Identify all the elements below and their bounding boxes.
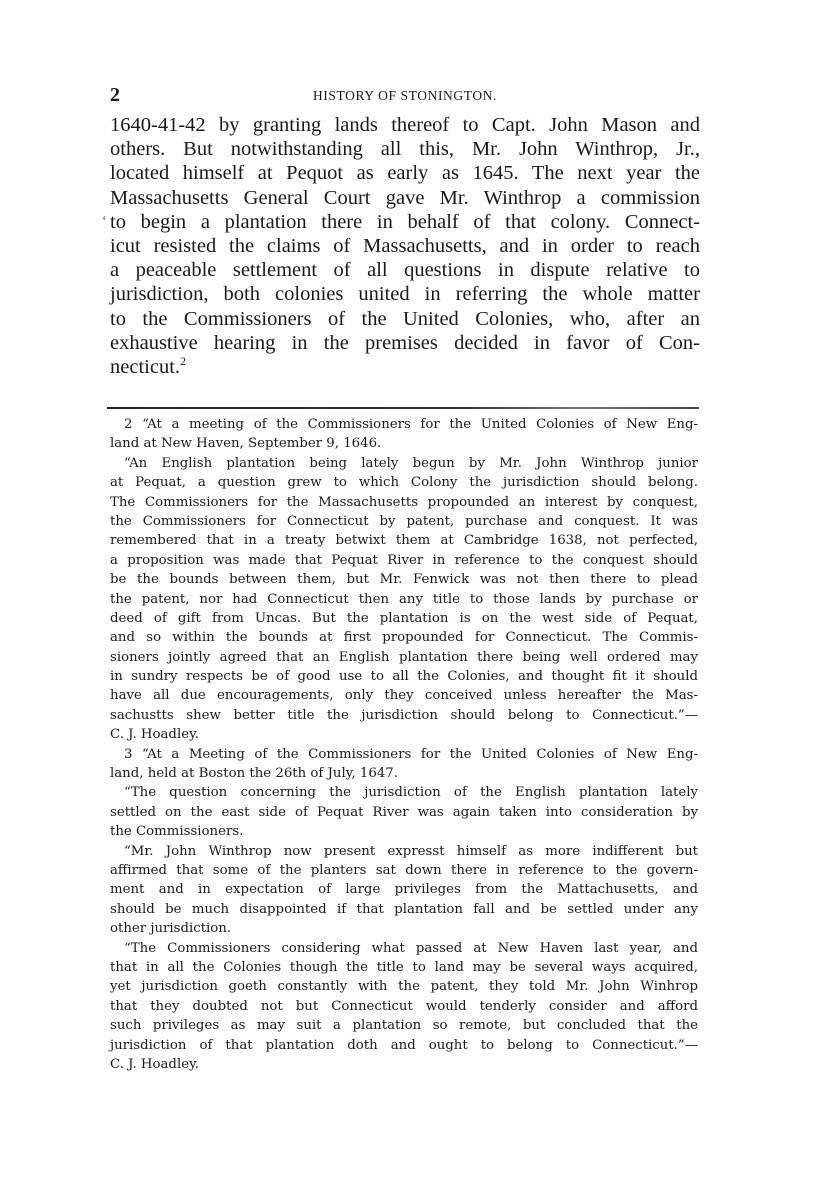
- footnote-line: that they doubted not but Connecticut would tenderly consider and afford: [110, 998, 698, 1014]
- footnote-line: deed of gift from Uncas. But the plantation is on the west side of Pequat,: [110, 610, 698, 626]
- footnote-line: the patent, nor had Connecticut then any title to those lands by purchase or: [110, 591, 698, 607]
- body-line: 1640-41-42 by granting lands thereof to Capt. John Mason and: [110, 114, 700, 136]
- footnote-line: a proposition was made that Pequat River in reference to the conquest should: [110, 552, 698, 568]
- body-line: exhaustive hearing in the premises decided in favor of Con-: [110, 331, 700, 354]
- footnote-line: remembered that in a treaty betwixt them at Cambridge 1638, not perfected,: [110, 533, 698, 549]
- footnote-line: “The question concerning the jurisdiction of the English plantation lately: [124, 785, 698, 801]
- page-header: [110, 84, 700, 106]
- main-paragraph: [102, 113, 700, 379]
- body-line: to begin a plantation there in behalf of that colony. Connect-: [110, 210, 700, 233]
- footnote-line: the Commissioners for Connecticut by patent, purchase and conquest. It was: [110, 513, 698, 529]
- body-line: Massachusetts General Court gave Mr. Winthrop a commission: [110, 186, 700, 209]
- footnote-line: “The Commissioners considering what passed at New Haven last year, and: [124, 940, 698, 956]
- footnote-line: C. J. Hoadley.: [110, 727, 200, 743]
- footnote-line: in sundry respects be of good use to all the Colonies, and thought fit it should: [110, 669, 698, 685]
- body-line: necticut.: [110, 355, 181, 378]
- footnote-line: at Pequat, a question grew to which Colony the jurisdiction should belong.: [110, 475, 698, 491]
- footnote-line: ment and in expectation of large privileges from the Mattachusetts, and: [110, 882, 698, 898]
- footnote-line: sachustts shew better title the jurisdiction should belong to Connecticut.”—: [110, 707, 698, 723]
- footnote-separator-rule: [107, 407, 699, 409]
- body-line: a peaceable settlement of all questions in dispute relative to: [110, 259, 700, 282]
- body-line-wrapper: [102, 210, 700, 234]
- footnote-reference: 2: [180, 354, 187, 369]
- page-number: 2: [110, 84, 120, 106]
- footnote-line: 2 “At a meeting of the Commissioners for the United Colonies of New Eng-: [124, 417, 698, 432]
- footnote-line: and so within the bounds at first propounded for Connecticut. The Commis-: [110, 630, 698, 646]
- footnote-line: be the bounds between them, but Mr. Fenwick was not then there to plead: [110, 572, 698, 588]
- footnote-line: that in all the Colonies though the title to land may be several ways acquired,: [110, 959, 698, 975]
- footnote-line: have all due encouragements, only they conceived unless hereafter the Mas-: [110, 688, 698, 704]
- footnote-line: should be much disappointed if that plantation fall and be settled under any: [110, 901, 698, 917]
- body-line-last: [110, 355, 700, 379]
- running-title: HISTORY OF STONINGTON.: [312, 88, 498, 103]
- footnote-line: The Commissioners for the Massachusetts propounded an interest by conquest,: [110, 494, 698, 510]
- footnote-line: land, held at Boston the 26th of July, 1647.: [110, 766, 398, 782]
- footnote-line: such privileges as may suit a plantation so remote, but concluded that the: [110, 1018, 698, 1034]
- footnote-line: “Mr. John Winthrop now present expresst himself as more indifferent but: [124, 843, 698, 859]
- footnote-line: sioners jointly agreed that an English plantation there being well ordered may: [110, 649, 698, 665]
- footnote-line: affirmed that some of the planters sat down there in reference to the govern-: [110, 862, 698, 878]
- body-line: jurisdiction, both colonies united in referring the whole matter: [110, 283, 700, 306]
- footnote-line: “An English plantation being lately begun by Mr. John Winthrop junior: [124, 455, 698, 471]
- footnote-line: the Commissioners.: [110, 824, 244, 840]
- footnote-line: yet jurisdiction goeth constantly with the patent, they told Mr. John Winhrop: [110, 979, 698, 995]
- footnote-line: settled on the east side of Pequat River was again taken into consideration by: [110, 804, 698, 820]
- footnote-line: C. J. Hoadley.: [110, 1056, 200, 1072]
- footnote-line: land at New Haven, September 9, 1646.: [110, 436, 382, 452]
- body-line: others. But notwithstanding all this, Mr. John Winthrop, Jr.,: [110, 138, 700, 161]
- footnotes: [110, 415, 698, 1074]
- body-line: to the Commissioners of the United Colonies, who, after an: [110, 307, 700, 330]
- footnote-line: other jurisdiction.: [110, 921, 232, 937]
- body-line: located himself at Pequot as early as 1645. The next year the: [110, 162, 700, 185]
- body-line: icut resisted the claims of Massachusetts, and in order to reach: [110, 234, 700, 257]
- margin-tick-mark: ‘: [102, 213, 107, 229]
- footnote-line: 3 “At a Meeting of the Commissioners for the United Colonies of New Eng-: [124, 746, 698, 762]
- footnote-line: jurisdiction of that plantation doth and ought to belong to Connecticut.”—: [110, 1037, 698, 1053]
